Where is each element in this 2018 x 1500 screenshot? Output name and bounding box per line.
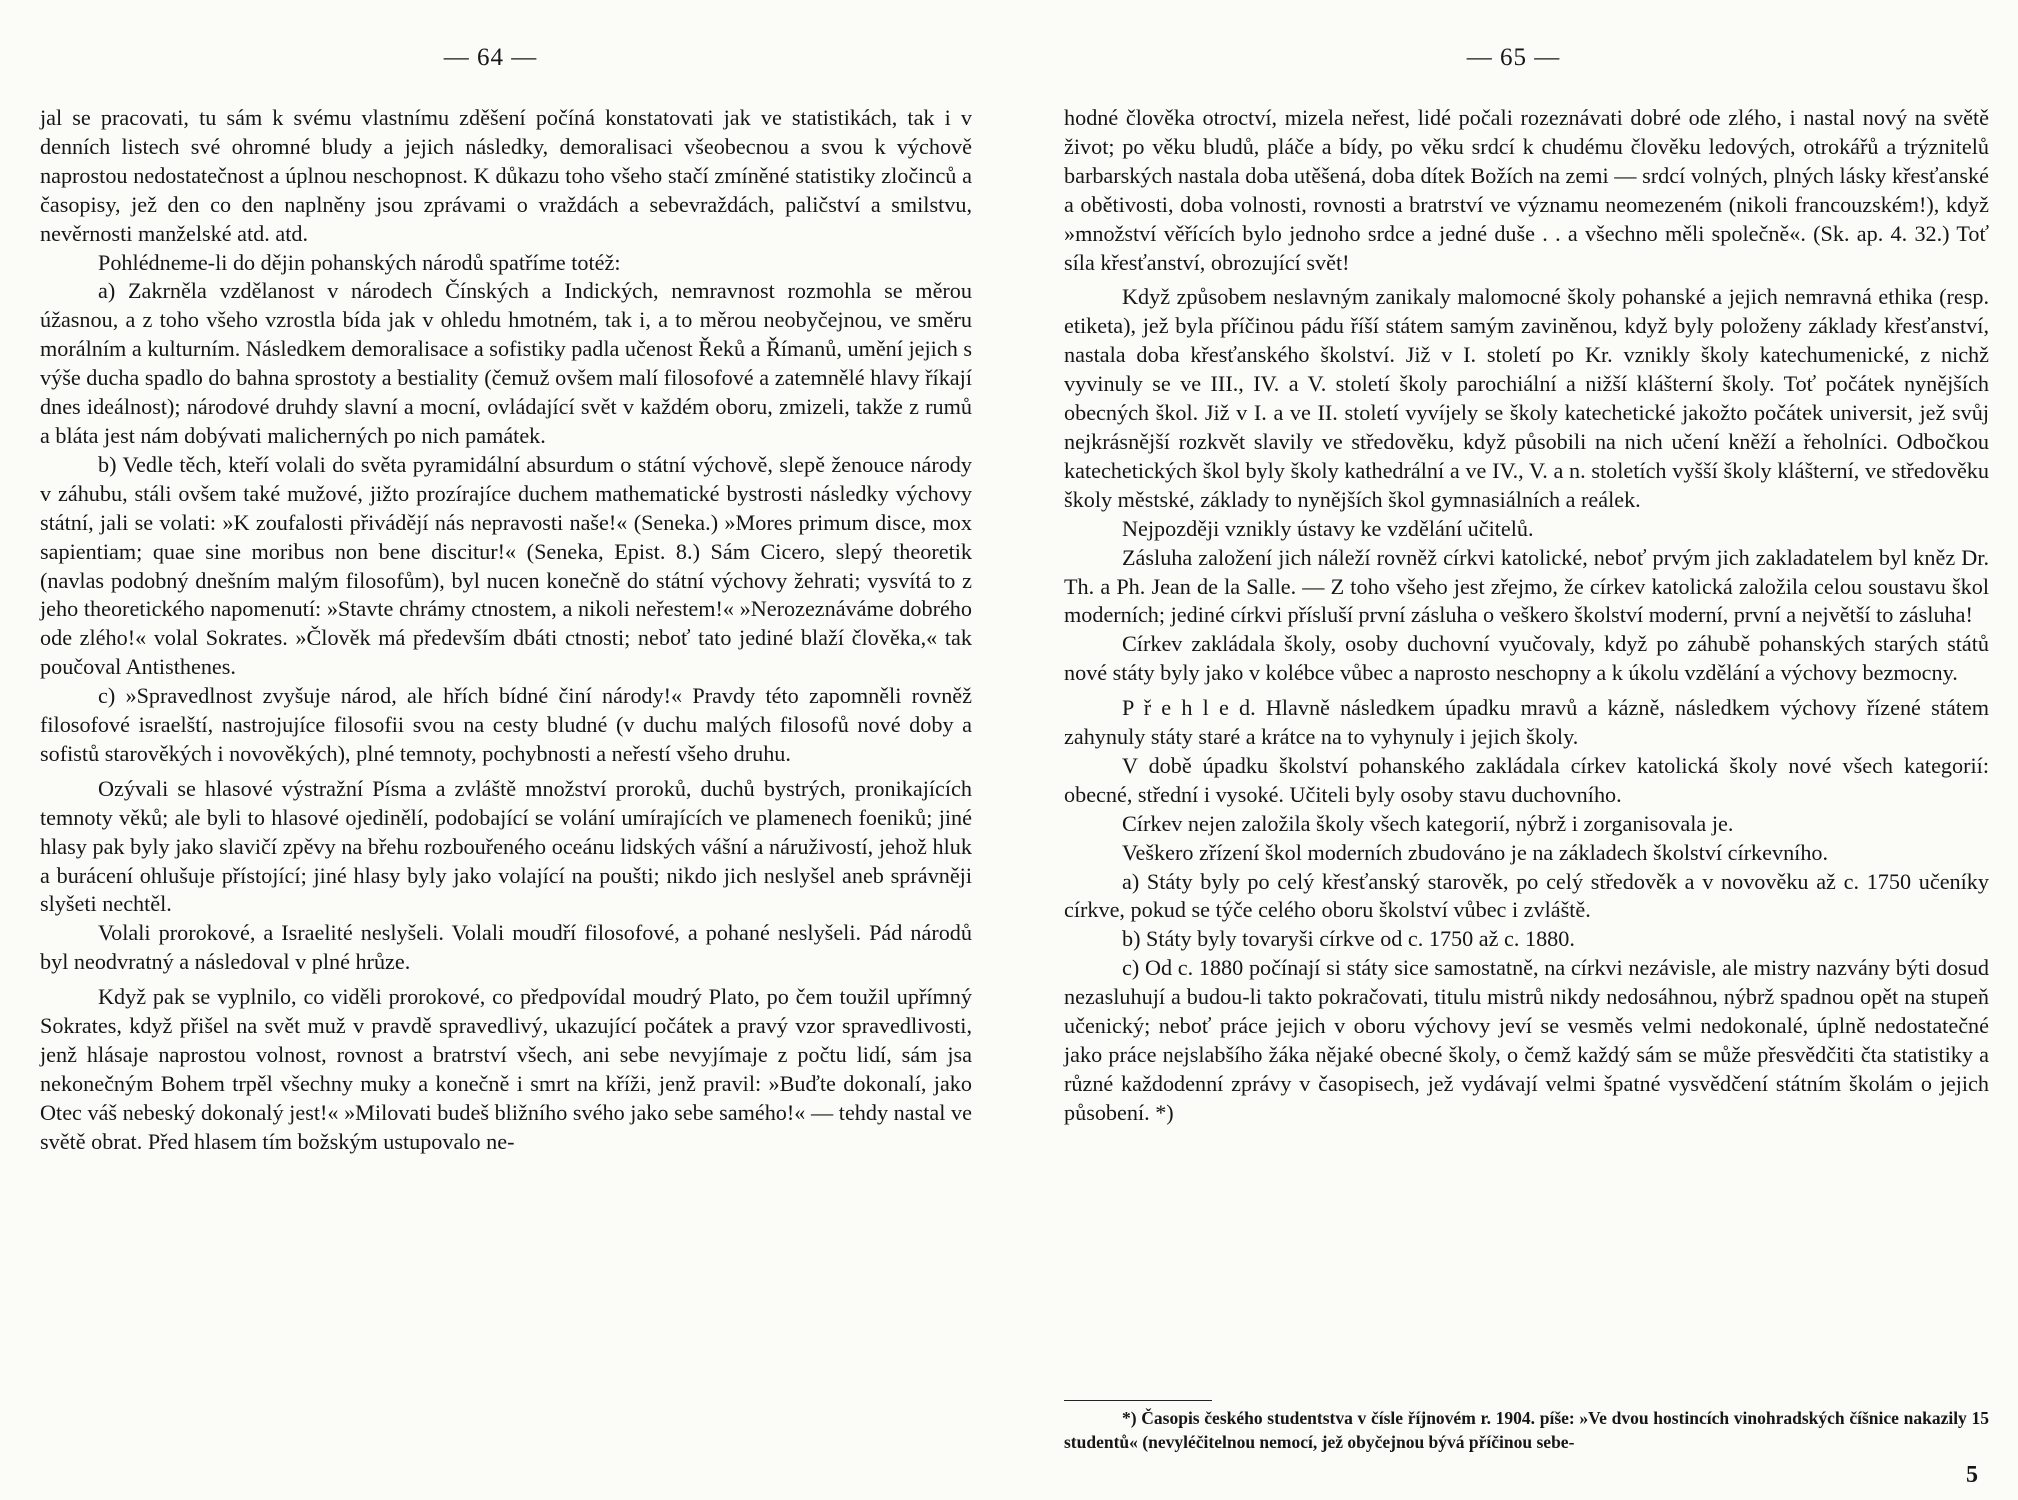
- paragraph: Nejpozději vznikly ústavy ke vzdělání učitelů.: [1122, 515, 1534, 541]
- footnote: [1064, 1406, 1989, 1454]
- paragraph: Ozývali se hlasové výstražní Písma a zvláště množství proroků, duchů bystrých, pronikajících temnoty věků; ale byli to hlasové ojedinělí, podobající se volání umírajících ve plamenech foeniků; jiné hlasy pak byly jako slavičí zpěvy na břehu rozbouřeného oceánu lidských vášní a náruživostí, jehož hluk a burácení ohlušuje přístojící; jiné hlasy byly jako volající na poušti; nikdo jich neslyšel aneb správněji slyšeti nechtěl.: [40, 775, 972, 917]
- page-number: — 65 —: [1466, 44, 1561, 71]
- paragraph: b) Státy byly tovaryši církve od c. 1750 až c. 1880.: [1122, 926, 1575, 952]
- paragraph: c) Od c. 1880 počínají si státy sice samostatně, na církvi nezávisle, ale mistry nazvány býti dosud nezasluhují a budou-li takto pokračovati, titulu mistrů nikdy nedosáhnou, nýbrž spadnou opět na stupeň učenický; neboť práce jejich v oboru výchovy jeví se vesměs velmi nedokonalé, úplně nedostatečné jako práce nejslabšího žáka nějaké obecné školy, o čemž každý sám se může přesvědčiti čta statistiky a různé každodenní zprávy v časopisech, jež vydávají velmi špatné vysvědčení státním školám o jejich působení. *): [1064, 955, 1989, 1125]
- paragraph: hodné člověka otroctví, mizela neřest, lidé počali rozeznávati dobré ode zlého, i nastal nový na světě život; po věku bludů, pláče a bídy, po věku srdcí k chudému člověku ledových, otrokářů a trýznitelů barbarských nastala doba utěšená, doba dítek Božích na zemi — srdcí volných, plných lásky křesťanské a obětivosti, doba volnosti, rovnosti a bratrství ve významu neomezeném (nikoli francouzském!), když »množství věřících bylo jednoho srdce a jedné duše . . a všechno měli společně«. (Sk. ap. 4. 32.) Toť síla křesťanství, obrozující svět!: [1064, 105, 1989, 275]
- paragraph: P ř e h l e d. Hlavně následkem úpadku mravů a kázně, následkem výchovy řízené státem zahynuly státy staré a krátce na to vyhynuly i jejich školy.: [1064, 695, 1989, 750]
- right-page: [1009, 0, 2018, 1500]
- signature-mark: 5: [1966, 1462, 1978, 1488]
- page-body: [40, 104, 972, 1157]
- footnote-divider: [1064, 1400, 1212, 1401]
- paragraph: jal se pracovati, tu sám k svému vlastnímu zděšení počíná konstatovati jak ve statistikách, tak i v denních listech své ohromné bludy a jejich následky, demoralisaci všeobecnou a svou k výchově naprostou nedostatečnost a úplnou neschopnost. K důkazu toho všeho stačí zmíněné statistiky zločinců a časopisy, jež den co den naplněny jsou zprávami o vraždách a sebevraždách, paličství a smilstvu, nevěrnosti manželské atd. atd.: [40, 105, 972, 246]
- page-body: [1064, 104, 1989, 1128]
- paragraph: Když způsobem neslavným zanikaly malomocné školy pohanské a jejich nemravná ethika (resp. etiketa), jež byla příčinou pádu říší státem samým zaviněnou, když byly položeny základy křesťanství, nastala doba křesťanského školství. Již v I. století po Kr. vznikly školy katechumenické, z nichž vyvinuly se ve III., IV. a V. století školy parochiální a nižší klášterní školy. Toť počátek nynějších obecných škol. Již v I. a ve II. století vyvíjely se školy katechetické jakožto počátek universit, jež svůj nejkrásnější rozkvět slavily ve středověku, když působili na nich učení kněží a řeholníci. Odbočkou katechetických škol byly školy kathedrální a ve IV., V. a n. stoletích vyšší školy klášterní, ve středověku školy městské, základy to nynějších škol gymnasiálních a reálek.: [1064, 284, 1989, 512]
- paragraph: Když pak se vyplnilo, co viděli prorokové, co předpovídal moudrý Plato, po čem toužil upřímný Sokrates, když přišel na svět muž v pravdě spravedlivý, ukazující počátek a pravý vzor spravedlivosti, jenž hlásaje naprostou volnost, rovnost a bratrství všech, ani sebe nevyjímaje z počtu lidí, sám jsa nekonečným Bohem trpěl všechny muky a konečně i smrt na kříži, jenž pravil: »Buďte dokonalí, jako Otec váš nebeský dokonalý jest!« »Milovati budeš bližního svého jako sebe samého!« — tehdy nastal ve světě obrat. Před hlasem tím božským ustupovalo ne-: [40, 984, 972, 1154]
- paragraph: a) Státy byly po celý křesťanský starověk, po celý středověk a v novověku až c. 1750 učeníky církve, pokud se týče celého oboru školství vůbec i zvláště.: [1064, 868, 1989, 923]
- paragraph: c) »Spravedlnost zvyšuje národ, ale hřích bídné činí národy!« Pravdy této zapomněli rovněž filosofové israelští, nastrojujíce filosofii svou na cesty bludné (v duchu malých filosofů nové doby a sofistů starověkých i novověkých), plné temnoty, pochybnosti a neřestí všeho druhu.: [40, 683, 972, 766]
- page-number: — 64 —: [443, 44, 538, 71]
- paragraph: V době úpadku školství pohanského zakládala církev katolická školy nové všech kategorií: obecné, střední i vysoké. Učiteli byly osoby stavu duchovního.: [1064, 752, 1989, 807]
- paragraph: Církev zakládala školy, osoby duchovní vyučovaly, když po záhubě pohanských starých států nové státy byly jako v kolébce vůbec a naprosto neschopny a k úkolu vzdělání a výchovy bezmocny.: [1064, 631, 1989, 686]
- paragraph: Pohlédneme-li do dějin pohanských národů spatříme totéž:: [98, 249, 621, 275]
- paragraph: Zásluha založení jich náleží rovněž církvi katolické, neboť prvým jich zakladatelem byl kněz Dr. Th. a Ph. Jean de la Salle. — Z toho všeho jest zřejmo, že církev katolická založila celou soustavu škol moderních; jediné církvi přísluší první zásluha o veškero školství moderní, první a největší to zásluha!: [1064, 544, 1989, 628]
- footnote-text: *) Časopis českého studentstva v čísle říjnovém r. 1904. píše: »Ve dvou hostincích vinohradských číšnice nakazily 15 studentů« (nevyléčitelnou nemocí, jež obyčejnou bývá příčinou sebe-: [1064, 1408, 1989, 1452]
- paragraph: b) Vedle těch, kteří volali do světa pyramidální absurdum o státní výchově, slepě ženouce národy v záhubu, stáli ovšem také mužové, jižto prozírajíce duchem mathematické bystrosti následky výchovy státní, jali se volati: »K zoufalosti přivádějí nás nepravosti naše!« (Seneka.) »Mores primum disce, mox sapientiam; quae sine moribus non bene discitur!« (Seneka, Epist. 8.) Sám Cicero, slepý theoretik (navlas podobný dnešním malým filosofům), byl nucen konečně do státní výchovy žehrati; vysvítá to z jeho theoretického napomenutí: »Stavte chrámy ctnostem, a nikoli neřestem!« »Nerozeznáváme dobrého ode zlého!« volal Sokrates. »Člověk má především dbáti ctnosti; neboť tato jediné blaží člověka,« tak poučoval Antisthenes.: [40, 451, 972, 680]
- paragraph: a) Zakrněla vzdělanost v národech Čínských a Indických, nemravnost rozmohla se měrou úžasnou, a z toho všeho vzrostla bída jak v ohledu hmotném, tak i, a to měrou neobyčejnou, ve směru morálním a kulturním. Následkem demoralisace a sofistiky padla učenost Řeků a Římanů, umění jejich s výše ducha spadlo do bahna sprostoty a bestiality (čemuž ovšem malí filosofové a zatemnělé hlavy říkají dnes ideálnost); národové druhdy slavní a mocní, ovládající svět v každém oboru, zmizeli, takže z rumů a bláta jest nám dobývati malicherných po nich památek.: [40, 278, 972, 448]
- paragraph: Volali prorokové, a Israelité neslyšeli. Volali moudří filosofové, a pohané neslyšeli. Pád národů byl neodvratný a následoval v plné hrůze.: [40, 920, 972, 975]
- paragraph: Veškero zřízení škol moderních zbudováno je na základech školství církevního.: [1122, 839, 1829, 865]
- paragraph: Církev nejen založila školy všech kategorií, nýbrž i zorganisovala je.: [1122, 810, 1734, 836]
